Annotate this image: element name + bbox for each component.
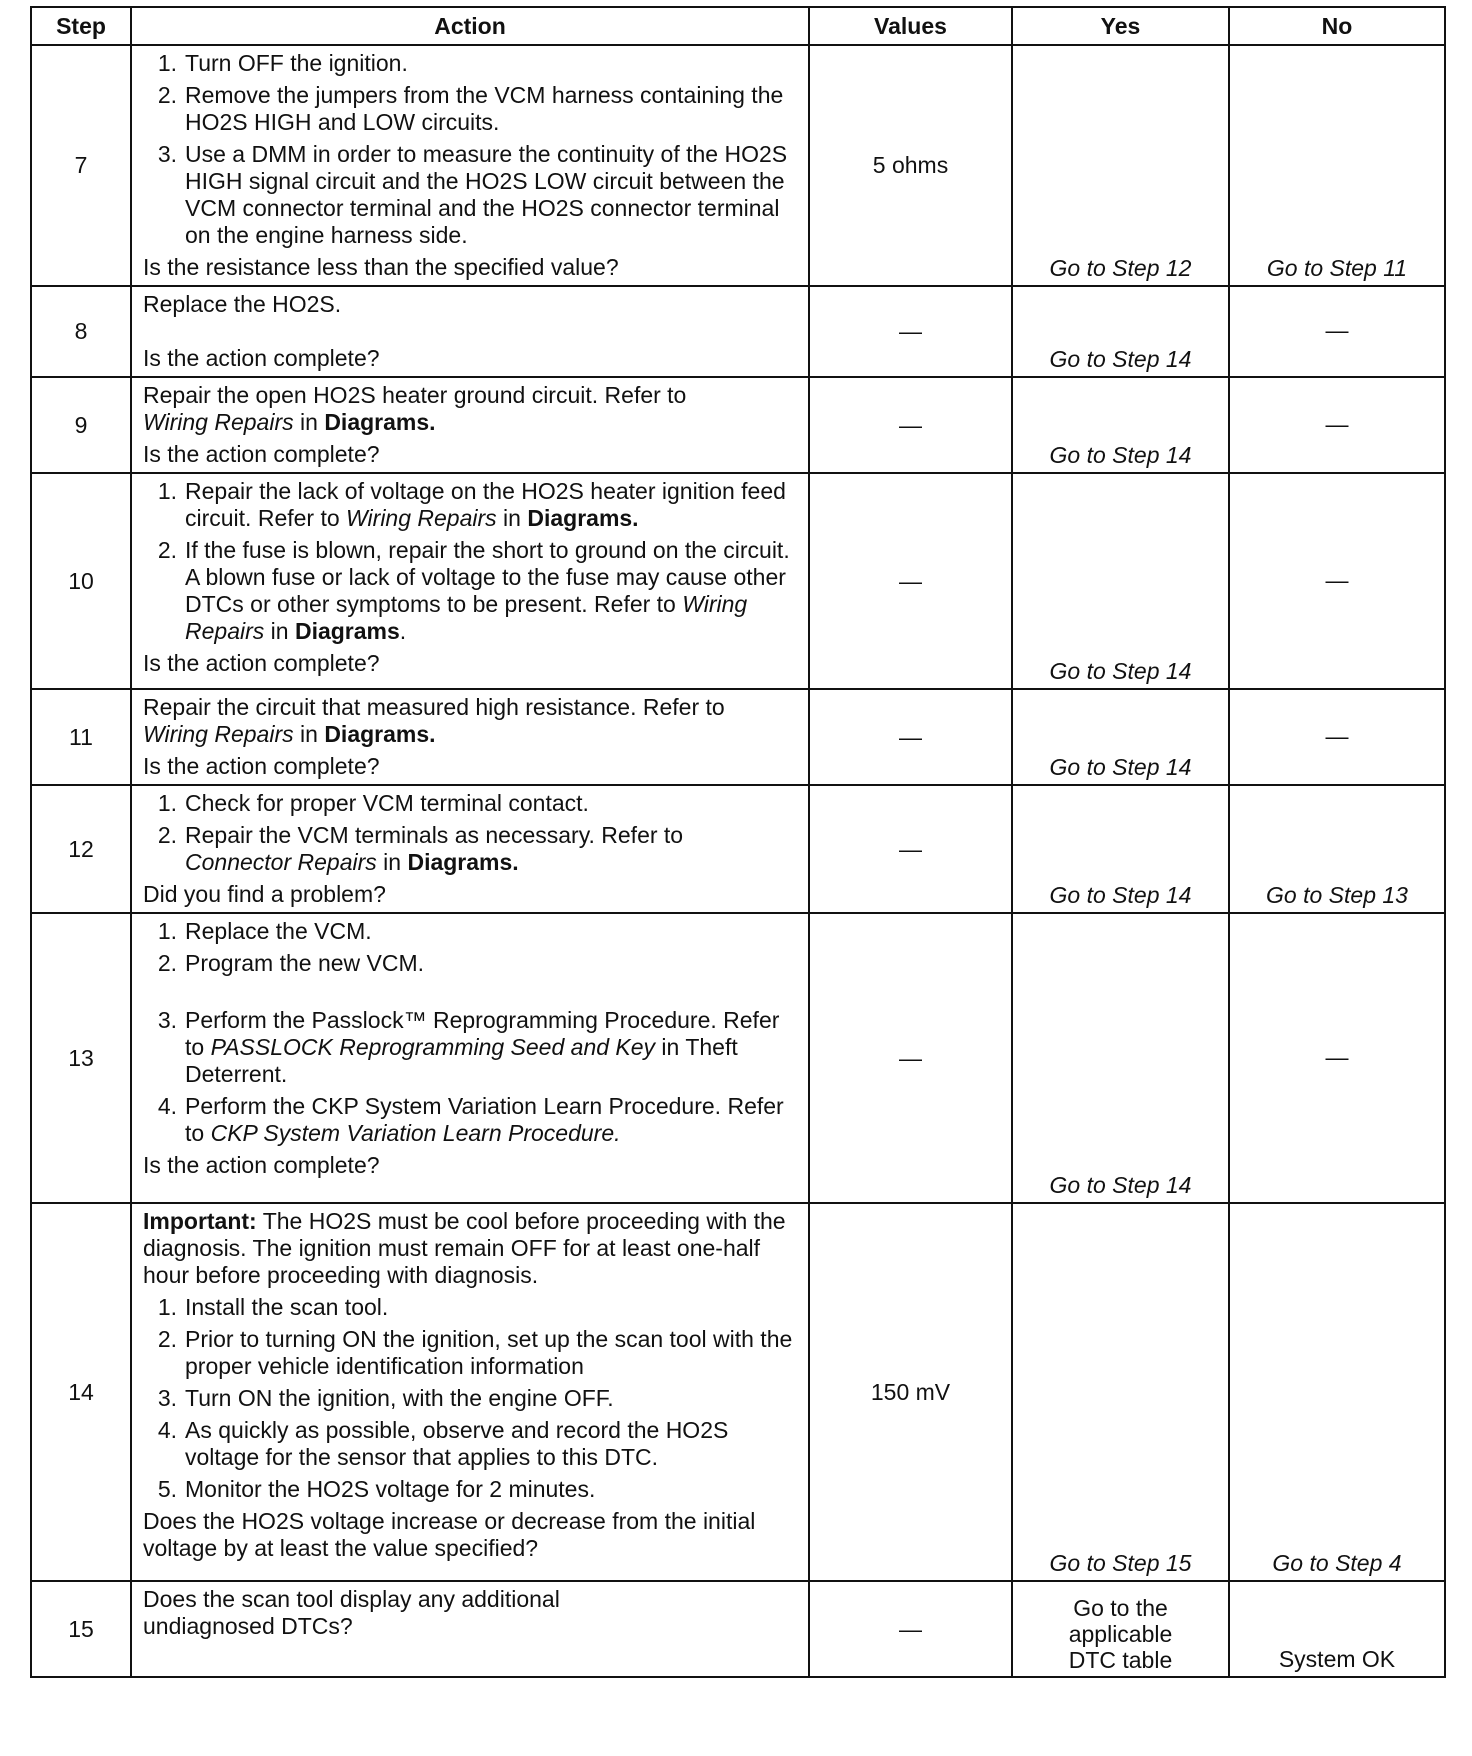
step-number: 11 [31,689,131,785]
yes-cell: Go to Step 14 [1012,286,1229,377]
step-number: 15 [31,1581,131,1677]
no-cell: System OK [1229,1581,1445,1677]
value-cell: — [809,785,1012,913]
list-item: 4. As quickly as possible, observe and record the HO2S voltage for the sensor that applies to this DTC. [157,1417,729,1470]
question-text: Is the action complete? [143,441,380,467]
no-cell: Go to Step 4 [1229,1203,1445,1581]
yes-cell: Go to Step 14 [1012,913,1229,1203]
list-item: 1. Repair the lack of voltage on the HO2S heater ignition feed circuit. Refer to Wiring Repairs in Diagrams. [157,478,786,531]
list-item: 2. Program the new VCM. [157,950,425,976]
header-action: Action [131,7,809,45]
yes-cell: Go to Step 12 [1012,45,1229,286]
table-row-step-7 [31,45,1445,286]
list-item: 1. Replace the VCM. [157,918,372,944]
table-row-step-8 [31,286,1445,377]
step-number: 12 [31,785,131,913]
header-yes: Yes [1012,7,1229,45]
list-item: 3. Turn ON the ignition, with the engine OFF. [157,1385,614,1411]
action-cell [131,913,809,1203]
value-cell: — [809,377,1012,473]
action-cell [131,785,809,913]
step-number: 9 [31,377,131,473]
table-row-step-9 [31,377,1445,473]
list-item: 2. Remove the jumpers from the VCM harness containing the HO2S HIGH and LOW circuits. [157,82,784,135]
step-number: 10 [31,473,131,689]
diagnostic-table [30,6,1446,1678]
no-cell: — [1229,286,1445,377]
yes-cell: Go to Step 15 [1012,1203,1229,1581]
no-cell: — [1229,689,1445,785]
action-cell [131,1203,809,1581]
step-number: 13 [31,913,131,1203]
action-cell: Repair the open HO2S heater ground circuit. Refer to Wiring Repairs in Diagrams. Is the action complete? [131,377,809,473]
value-cell: 150 mV [809,1203,1012,1581]
step-number: 8 [31,286,131,377]
no-cell: — [1229,913,1445,1203]
yes-cell: Go to Step 14 [1012,689,1229,785]
list-item: 1. Check for proper VCM terminal contact. [157,790,589,816]
question-text: Is the action complete? [143,345,380,371]
yes-cell: Go to the applicable DTC table [1012,1581,1229,1677]
question-text: Is the action complete? [143,1152,380,1178]
question-text: Did you find a problem? [143,881,386,907]
table-row-step-10 [31,473,1445,689]
question-text: Does the scan tool display any additional undiagnosed DTCs? [143,1586,560,1639]
value-cell: 5 ohms [809,45,1012,286]
value-cell: — [809,1581,1012,1677]
action-cell: Replace the HO2S. Is the action complete? [131,286,809,377]
step-number: 14 [31,1203,131,1581]
diagnostic-table-page [30,6,1444,1678]
table-row-step-12 [31,785,1445,913]
header-values: Values [809,7,1012,45]
table-row-step-14 [31,1203,1445,1581]
question-text: Is the resistance less than the specified value? [143,254,619,280]
value-cell: — [809,913,1012,1203]
yes-cell: Go to Step 14 [1012,377,1229,473]
list-item: 1. Turn OFF the ignition. [157,50,408,76]
list-item: 5. Monitor the HO2S voltage for 2 minutes. [157,1476,596,1502]
action-cell: Repair the circuit that measured high resistance. Refer to Wiring Repairs in Diagrams. Is the action complete? [131,689,809,785]
question-text: Is the action complete? [143,753,380,779]
list-item: 2. Repair the VCM terminals as necessary. Refer to Connector Repairs in Diagrams. [157,822,684,875]
table-row-step-13 [31,913,1445,1203]
question-text: Does the HO2S voltage increase or decrease from the initial voltage by at least the value specified? [143,1508,756,1561]
value-cell: — [809,473,1012,689]
no-cell: Go to Step 11 [1229,45,1445,286]
action-cell [131,1581,809,1677]
list-item: 2. If the fuse is blown, repair the short to ground on the circuit. A blown fuse or lack of voltage to the fuse may cause other DTCs or other symptoms to be present. Refer to Wiring Repairs in Diagrams. [157,537,790,644]
action-cell [131,45,809,286]
header-no: No [1229,7,1445,45]
no-cell: — [1229,377,1445,473]
yes-cell: Go to Step 14 [1012,785,1229,913]
yes-cell: Go to Step 14 [1012,473,1229,689]
table-header-row [31,7,1445,45]
step-number: 7 [31,45,131,286]
value-cell: — [809,689,1012,785]
table-row-step-11 [31,689,1445,785]
list-item: 1. Install the scan tool. [157,1294,389,1320]
table-row-step-15 [31,1581,1445,1677]
header-step: Step [31,7,131,45]
value-cell: — [809,286,1012,377]
important-note: Important: The HO2S must be cool before proceeding with the diagnosis. The ignition must remain OFF for at least one-half hour before proceeding with diagnosis. [143,1208,786,1288]
list-item: 4. Perform the CKP System Variation Learn Procedure. Refer to CKP System Variation Learn Procedure. [157,1093,784,1146]
question-text: Is the action complete? [143,650,380,676]
list-item: 2. Prior to turning ON the ignition, set up the scan tool with the proper vehicle identification information [157,1326,793,1379]
no-cell: Go to Step 13 [1229,785,1445,913]
list-item: 3. Perform the Passlock™ Reprogramming Procedure. Refer to PASSLOCK Reprogramming Seed and Key in Theft Deterrent. [157,1007,780,1087]
no-cell: — [1229,473,1445,689]
action-cell [131,473,809,689]
list-item: 3. Use a DMM in order to measure the continuity of the HO2S HIGH signal circuit and the HO2S LOW circuit between the VCM connector terminal and the HO2S connector terminal on the engine harness side. [157,141,788,248]
